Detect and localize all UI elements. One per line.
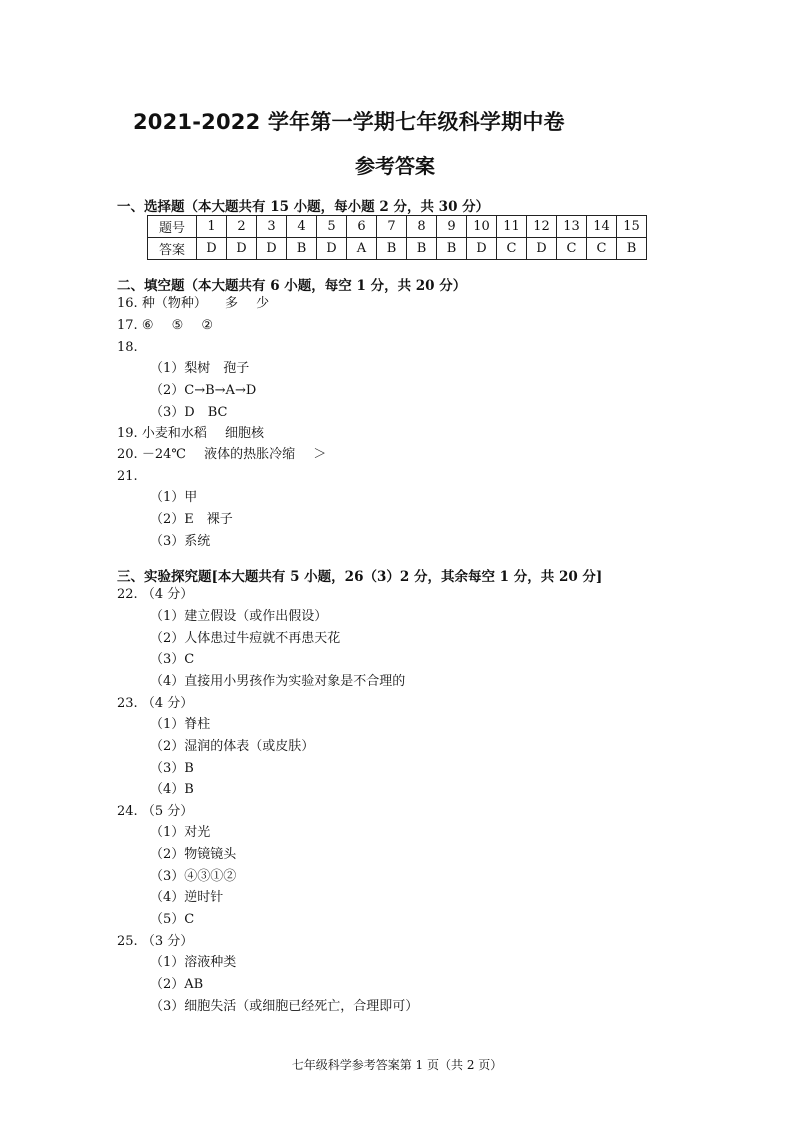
q23-number: 23. xyxy=(117,696,138,711)
row-label-answer: 答案 xyxy=(148,238,197,260)
answer-cell: B xyxy=(377,238,407,260)
question-number-cell: 4 xyxy=(287,216,317,238)
page-subtitle: 参考答案 xyxy=(355,154,435,178)
q24-sub5: （5）C xyxy=(150,912,195,927)
section2-heading: 二、填空题（本大题共有 6 小题，每空 1 分，共 20 分） xyxy=(117,278,467,294)
q24-sub3: （3）④③①② xyxy=(150,869,237,884)
answer-cell: B xyxy=(617,238,647,260)
table-row-answers xyxy=(148,238,647,260)
q22-sub4: （4）直接用小男孩作为实验对象是不合理的 xyxy=(150,674,406,689)
q18-sub2: （2）C→B→A→D xyxy=(150,383,257,398)
row-label-question: 题号 xyxy=(148,216,197,238)
question-number-cell: 10 xyxy=(467,216,497,238)
question-number-cell: 11 xyxy=(497,216,527,238)
q23-sub3: （3）B xyxy=(150,761,194,776)
page-footer: 七年级科学参考答案第 1 页（共 2 页） xyxy=(291,1058,503,1072)
q22-sub1: （1）建立假设（或作出假设） xyxy=(150,609,328,624)
question-number-cell: 3 xyxy=(257,216,287,238)
q17-number: 17. xyxy=(117,318,138,333)
q24-line xyxy=(117,804,193,820)
q23-line xyxy=(117,696,193,712)
q22-line xyxy=(117,587,193,603)
q22-score: （4 分） xyxy=(141,587,194,602)
question-number-cell: 13 xyxy=(557,216,587,238)
question-number-cell: 7 xyxy=(377,216,407,238)
q25-sub1: （1）溶液种类 xyxy=(150,955,237,970)
q17-answer-b: ⑤ xyxy=(171,318,184,333)
q22-number: 22. xyxy=(117,587,138,602)
q22-sub3: （3）C xyxy=(150,652,195,667)
answer-cell: D xyxy=(467,238,497,260)
question-number-cell: 8 xyxy=(407,216,437,238)
answer-table xyxy=(147,215,647,260)
q24-sub1: （1）对光 xyxy=(150,825,211,840)
q25-line xyxy=(117,934,193,950)
q18-sub3: （3）D BC xyxy=(150,405,228,420)
question-number-cell: 1 xyxy=(197,216,227,238)
q23-sub2: （2）湿润的体表（或皮肤） xyxy=(150,739,315,754)
answer-cell: D xyxy=(227,238,257,260)
q23-sub1: （1）脊柱 xyxy=(150,717,211,732)
q20-line xyxy=(117,447,326,463)
q17-answer-a: ⑥ xyxy=(141,318,154,333)
q21-sub1: （1）甲 xyxy=(150,490,198,505)
q17-answer-c: ② xyxy=(201,318,214,333)
q25-sub2: （2）AB xyxy=(150,977,204,992)
q18-number: 18. xyxy=(117,340,138,355)
page-title: 2021-2022 学年第一学期七年级科学期中卷 xyxy=(133,110,565,134)
q21-number: 21. xyxy=(117,469,138,484)
answer-cell: D xyxy=(257,238,287,260)
question-number-cell: 2 xyxy=(227,216,257,238)
answer-cell: D xyxy=(317,238,347,260)
answer-cell: B xyxy=(437,238,467,260)
q19-line xyxy=(117,426,264,442)
q24-sub2: （2）物镜镜头 xyxy=(150,847,237,862)
q19-answer-b: 细胞核 xyxy=(224,426,264,441)
question-number-cell: 12 xyxy=(527,216,557,238)
section1-heading: 一、选择题（本大题共有 15 小题，每小题 2 分，共 30 分） xyxy=(117,199,490,215)
q16-answer-c: 少 xyxy=(256,296,270,311)
section3-heading: 三、实验探究题[本大题共有 5 小题，26（3）2 分，其余每空 1 分，共 20 分] xyxy=(117,569,603,585)
q22-sub2: （2）人体患过牛痘就不再患天花 xyxy=(150,631,341,646)
q24-sub4: （4）逆时针 xyxy=(150,890,224,905)
question-number-cell: 14 xyxy=(587,216,617,238)
q16-answer-b: 多 xyxy=(224,296,238,311)
q21-sub2: （2）E 裸子 xyxy=(150,512,233,527)
answer-cell: C xyxy=(497,238,527,260)
table-row-numbers xyxy=(148,216,647,238)
q25-number: 25. xyxy=(117,934,138,949)
q23-sub4: （4）B xyxy=(150,782,194,797)
answer-cell: A xyxy=(347,238,377,260)
question-number-cell: 15 xyxy=(617,216,647,238)
q16-line xyxy=(117,296,269,312)
q16-number: 16. xyxy=(117,296,138,311)
answer-cell: C xyxy=(557,238,587,260)
q19-number: 19. xyxy=(117,426,138,441)
q17-line xyxy=(117,318,213,334)
q23-score: （4 分） xyxy=(141,696,194,711)
answer-cell: D xyxy=(197,238,227,260)
q21-sub3: （3）系统 xyxy=(150,534,211,549)
q25-sub3: （3）细胞失活（或细胞已经死亡，合理即可） xyxy=(150,999,419,1014)
q24-score: （5 分） xyxy=(141,804,194,819)
answer-cell: C xyxy=(587,238,617,260)
q16-answer-a: 种（物种） xyxy=(141,296,207,311)
answer-cell: B xyxy=(287,238,317,260)
q20-answer-b: 液体的热胀冷缩 xyxy=(204,447,296,462)
q25-score: （3 分） xyxy=(141,934,194,949)
q20-answer-c: ＞ xyxy=(313,447,327,462)
q18-sub1: （1）梨树 孢子 xyxy=(150,361,250,376)
answer-cell: D xyxy=(527,238,557,260)
answer-cell: B xyxy=(407,238,437,260)
q24-number: 24. xyxy=(117,804,138,819)
question-number-cell: 5 xyxy=(317,216,347,238)
q20-answer-a: －24℃ xyxy=(141,447,186,462)
q19-answer-a: 小麦和水稻 xyxy=(141,426,207,441)
q20-number: 20. xyxy=(117,447,138,462)
question-number-cell: 9 xyxy=(437,216,467,238)
question-number-cell: 6 xyxy=(347,216,377,238)
